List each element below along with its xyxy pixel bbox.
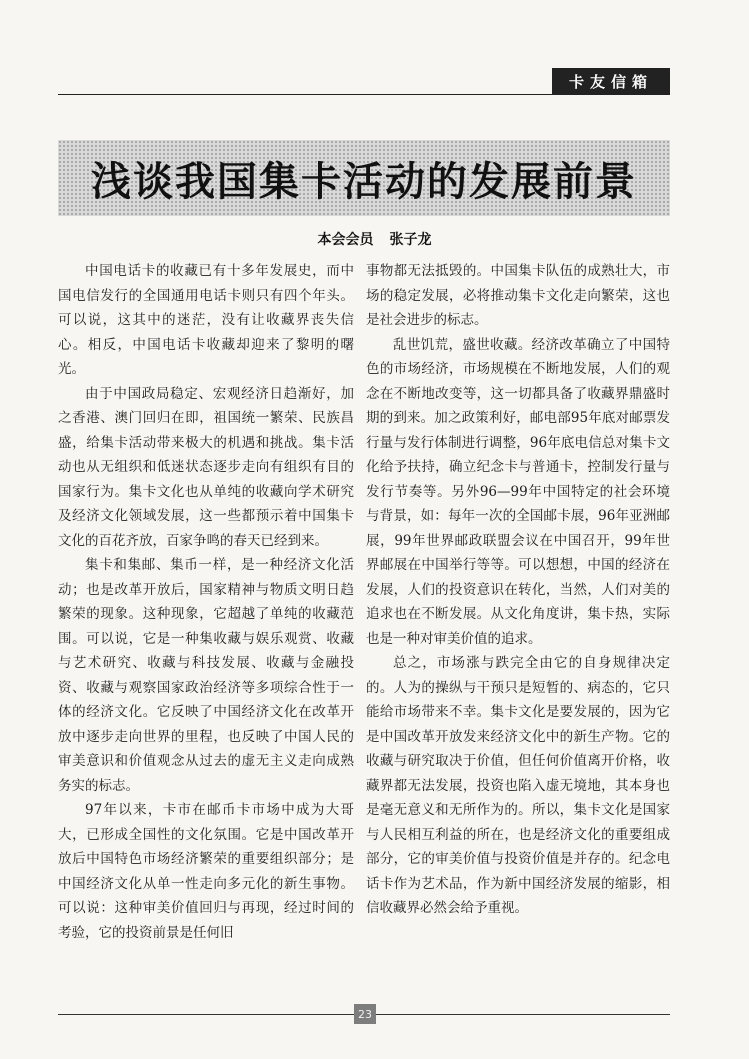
author-name: 张子龙 xyxy=(389,232,432,248)
header-rule xyxy=(58,94,670,95)
paragraph: 乱世饥荒，盛世收藏。经济改革确立了中国特色的市场经济，市场规模在不断地发展，人们的观念在不断地改变等，这一切都具备了收藏界鼎盛时期的到来。加之政策利好，邮电部95年底对邮票发行量与发行体制进行调整，96年底电信总对集卡文化给予扶持，确立纪念卡与普通卡，控制发行量与发行节奏等。另外96—99年中国特定的社会环境与背景，如：每年一次的全国邮卡展，96年亚洲邮展，99年世界邮政联盟会议在中国召开，99年世界邮展在中国举行等等。可以想想，中国的经济在发展，人们的投资意识在转化，当然，人们对美的追求也在不断发展。从文化角度讲，集卡热，实际也是一种对审美价值的追求。 xyxy=(366,336,670,647)
section-tag: 卡友信箱 xyxy=(552,68,670,94)
article-title: 浅谈我国集卡活动的发展前景 xyxy=(91,158,637,205)
right-column xyxy=(366,259,670,921)
paragraph-continued: 事物都无法抵毁的。中国集卡队伍的成熟壮大，市场的稳定发展，必将推动集卡文化走向繁荣，这也是社会进步的标志。 xyxy=(366,263,670,328)
left-column xyxy=(58,259,354,945)
author-role: 本会会员 xyxy=(317,232,374,248)
page-number: 23 xyxy=(354,1004,376,1024)
paragraph: 97年以来，卡市在邮币卡市场中成为大哥大，已形成全国性的文化氛围。它是中国改革开放后中国特色市场经济繁荣的重要组织部分；是中国经济文化从单一性走向多元化的新生事物。可以说：这种审美价值回归与再现，经过时间的考验，它的投资前景是任何旧 xyxy=(58,802,354,941)
paragraph: 中国电话卡的收藏已有十多年发展史，而中国电信发行的全国通用电话卡则只有四个年头。可以说，这其中的迷茫，没有让收藏界丧失信心。相反，中国电话卡收藏却迎来了黎明的曙光。 xyxy=(58,263,354,377)
title-band xyxy=(58,140,670,216)
paragraph: 由于中国政局稳定、宏观经济日趋渐好，加之香港、澳门回归在即，祖国统一繁荣、民族昌盛，给集卡活动带来极大的机遇和挑战。集卡活动也从无组织和低迷状态逐步走向有组织有目的国家行为。集卡文化也从单纯的收藏向学术研究及经济文化领域发展，这一些都预示着中国集卡文化的百花齐放，百家争鸣的春天已经到来。 xyxy=(58,385,354,549)
paragraph: 总之，市场涨与跌完全由它的自身规律决定的。人为的操纵与干预只是短暂的、病态的，它只能给市场带来不幸。集卡文化是要发展的，因为它是中国改革开放发来经济文化中的新生产物。它的收藏与研究取决于价值，但任何价值离开价格，收藏界都无法发展，投资也陷入虚无境地，其本身也是毫无意义和无所作为的。所以，集卡文化是国家与人民相互利益的所在，也是经济文化的重要组成部分，它的审美价值与投资价值是并存的。纪念电话卡作为艺术品，作为新中国经济发展的缩影，相信收藏界必然会给予重视。 xyxy=(366,655,670,916)
byline xyxy=(0,229,749,249)
paragraph: 集卡和集邮、集币一样，是一种经济文化活动；也是改革开放后，国家精神与物质文明日趋繁荣的现象。这种现象，它超越了单纯的收藏范围。可以说，它是一种集收藏与娱乐观赏、收藏与艺术研究、收藏与科技发展、收藏与金融投资、收藏与观察国家政治经济等多项综合性于一体的经济文化。它反映了中国经济文化在改革开放中逐步走向世界的里程，也反映了中国人民的审美意识和价值观念从过去的虚无主义走向成熟务实的标志。 xyxy=(58,557,354,794)
